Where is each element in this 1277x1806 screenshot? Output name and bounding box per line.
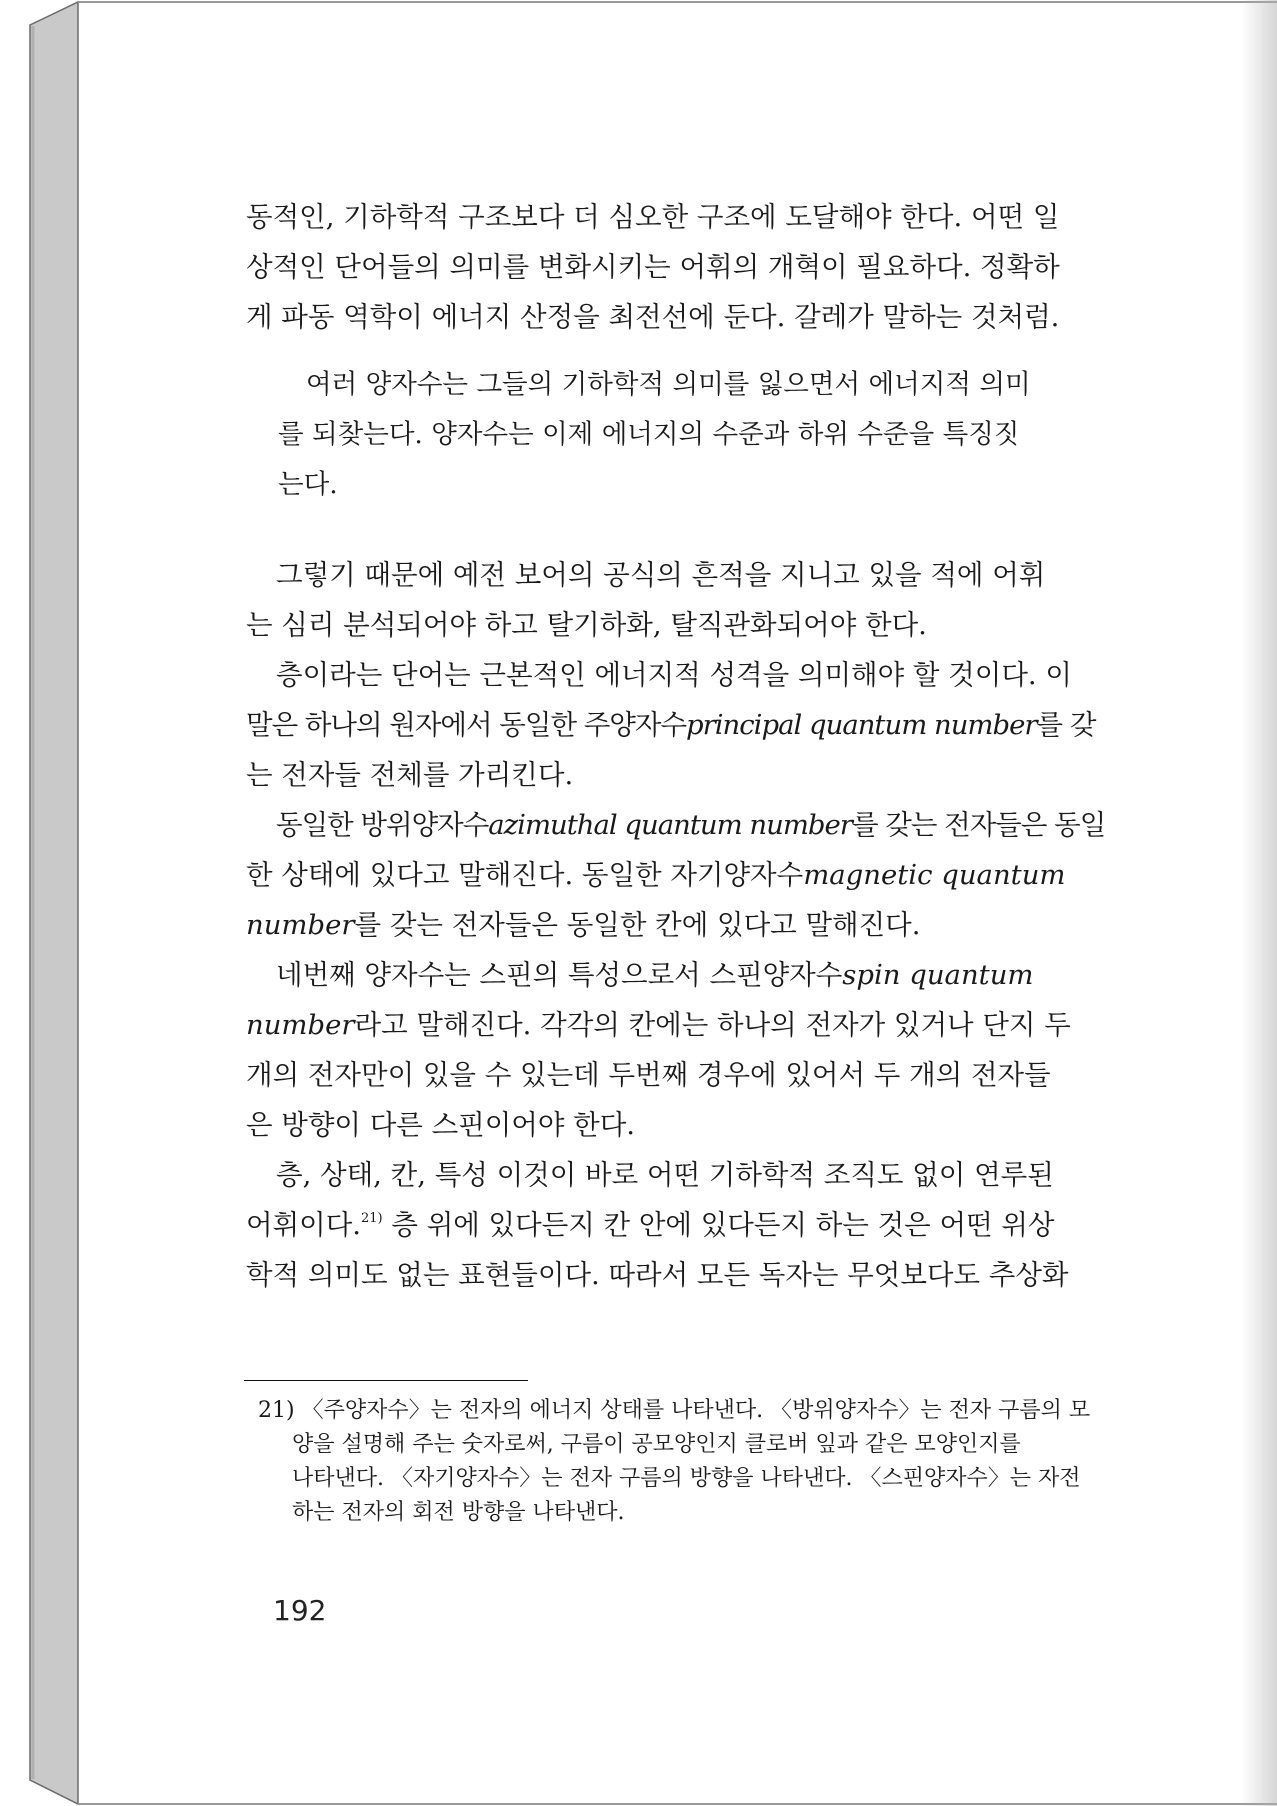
paragraph-1 <box>246 192 1106 342</box>
text-span: 네번째 양자수는 스핀의 특성으로서 스핀양자수 <box>276 959 843 991</box>
footnote-line: 하는 전자의 회전 방향을 나타낸다. <box>292 1500 625 1525</box>
paragraph-4 <box>246 800 1106 950</box>
page-body <box>246 192 1106 1300</box>
footnote-line: 양을 설명해 주는 숫자로써, 구름이 공모양인지 클로버 잎과 같은 모양인지를 <box>292 1432 1021 1457</box>
text-span: 동일한 방위양자수 <box>276 809 489 841</box>
text-span: 한 상태에 있다고 말해진다. 동일한 자기양자수 <box>246 859 804 891</box>
text-line: 상적인 단어들의 의미를 변화시키는 어휘의 개혁이 필요하다. 정확하 <box>246 251 1060 283</box>
text-line <box>246 1200 1106 1250</box>
paragraph-2 <box>246 550 1106 650</box>
text-span: 를 갖 <box>1036 709 1096 741</box>
text-line <box>246 1000 1106 1050</box>
text-line: 동적인, 기하학적 구조보다 더 심오한 구조에 도달해야 한다. 어떤 일 <box>246 201 1060 233</box>
text-span: 를 갖는 전자들은 동일한 칸에 있다고 말해진다. <box>354 909 921 941</box>
text-span: 라고 말해진다. 각각의 칸에는 하나의 전자가 있거나 단지 두 <box>354 1009 1071 1041</box>
text-line <box>246 700 1106 750</box>
text-line <box>246 800 1106 850</box>
paragraph-5 <box>246 950 1106 1150</box>
text-line: 층, 상태, 칸, 특성 이것이 바로 어떤 기하학적 조직도 없이 연루된 <box>276 1159 1054 1191</box>
footnote-line: 21) 〈주양자수〉는 전자의 에너지 상태를 나타낸다. 〈방위양자수〉는 전자 구름의 모 <box>258 1398 1091 1423</box>
text-line <box>246 850 1106 900</box>
text-line: 층이라는 단어는 근본적인 에너지적 성격을 의미해야 할 것이다. 이 <box>276 659 1072 691</box>
english-term: magnetic quantum <box>803 859 1066 891</box>
text-line: 는 전자들 전체를 가리킨다. <box>246 759 574 791</box>
block-quote <box>246 360 1075 510</box>
text-span: 를 갖는 전자들은 동일 <box>851 809 1106 841</box>
text-line: 개의 전자만이 있을 수 있는데 두번째 경우에 있어서 두 개의 전자들 <box>246 1059 1051 1091</box>
text-line: 는다. <box>278 469 338 500</box>
text-line: 학적 의미도 없는 표현들이다. 따라서 모든 독자는 무엇보다도 추상화 <box>246 1259 1069 1291</box>
text-span: 어휘이다. <box>246 1209 362 1241</box>
text-line: 게 파동 역학이 에너지 산정을 최전선에 둔다. 갈레가 말하는 것처럼. <box>246 301 1060 333</box>
text-line: 를 되찾는다. 양자수는 이제 에너지의 수준과 하위 수준을 특징짓 <box>278 419 1020 450</box>
text-line: 여러 양자수는 그들의 기하학적 의미를 잃으면서 에너지적 의미 <box>306 369 1031 400</box>
footnote-line: 나타낸다. 〈자기양자수〉는 전자 구름의 방향을 나타낸다. 〈스핀양자수〉는 자전 <box>292 1466 1081 1491</box>
text-line <box>246 950 1106 1000</box>
english-term: number <box>246 1009 355 1041</box>
footnote-21 <box>258 1394 1106 1530</box>
footnote-marker[interactable]: 21) <box>361 1211 383 1226</box>
english-term: azimuthal quantum number <box>488 809 852 841</box>
footnote-divider <box>244 1380 528 1381</box>
text-span: 말은 하나의 원자에서 동일한 주양자수 <box>246 709 687 741</box>
english-term: principal quantum number <box>686 709 1037 741</box>
english-term: number <box>246 909 355 941</box>
page-number: 192 <box>273 1594 327 1627</box>
paragraph-6 <box>246 1150 1106 1300</box>
text-span: 층 위에 있다든지 칸 안에 있다든지 하는 것은 어떤 위상 <box>382 1209 1055 1241</box>
text-line: 그렇기 때문에 예전 보어의 공식의 흔적을 지니고 있을 적에 어휘 <box>276 559 1046 591</box>
english-term: spin quantum <box>842 959 1034 991</box>
text-line: 은 방향이 다른 스핀이어야 한다. <box>246 1109 636 1141</box>
paragraph-3 <box>246 650 1106 800</box>
text-line: 는 심리 분석되어야 하고 탈기하화, 탈직관화되어야 한다. <box>246 609 927 641</box>
page-edge-shadow <box>1241 0 1277 1806</box>
text-line <box>246 900 1106 950</box>
